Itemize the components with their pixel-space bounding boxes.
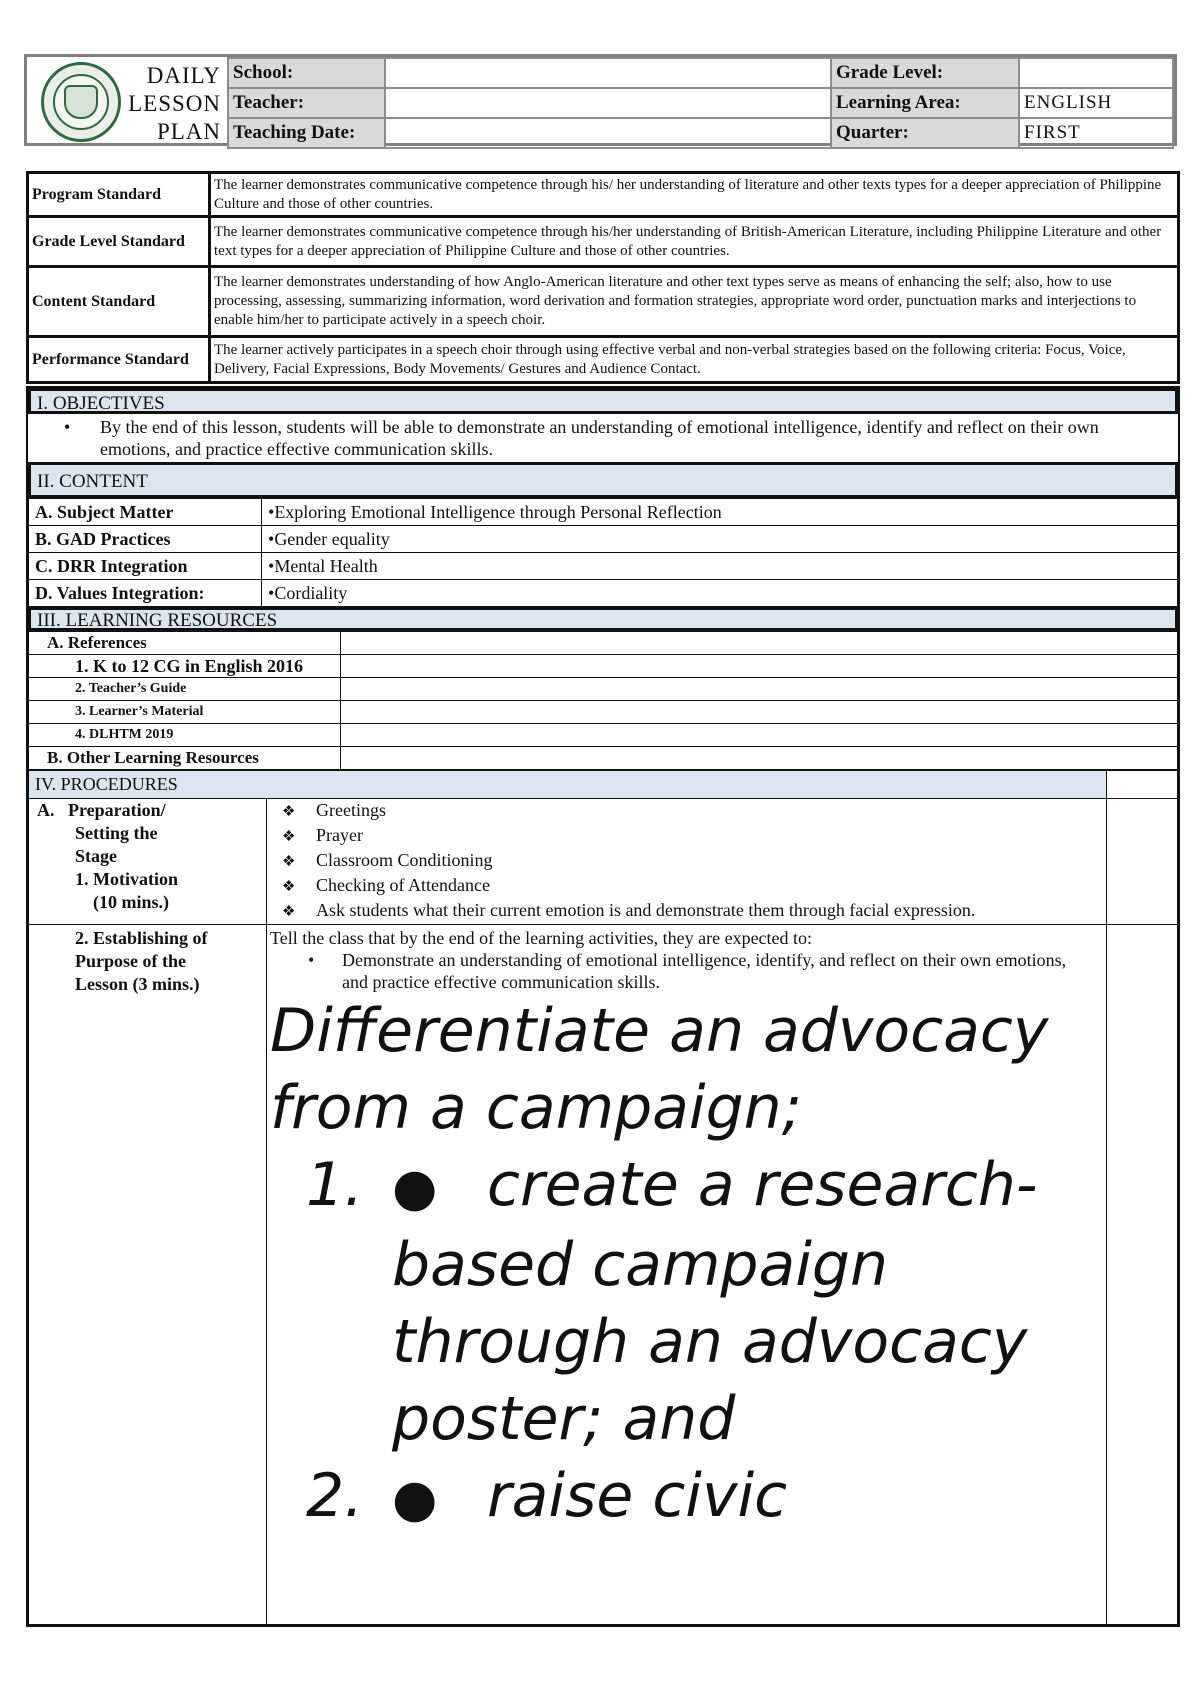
quarter-field[interactable]: FIRST bbox=[1019, 118, 1173, 148]
other-resources-label: B. Other Learning Resources bbox=[29, 747, 341, 770]
learning-area-label: Learning Area: bbox=[831, 88, 1019, 118]
content-standard-label: Content Standard bbox=[28, 267, 210, 337]
values-integration-label: D. Values Integration: bbox=[29, 580, 262, 607]
procedures-heading: IV. PROCEDURES bbox=[29, 771, 1107, 799]
teaching-date-label: Teaching Date: bbox=[228, 118, 385, 148]
school-label: School: bbox=[228, 58, 385, 88]
drr-integration-value: Mental Health bbox=[274, 555, 378, 576]
activity-item: ❖ Prayer bbox=[282, 824, 1103, 849]
motivation-label: A. Preparation/ Setting the Stage 1. Motivation (10 mins.) bbox=[29, 799, 267, 925]
activity-item: ❖ Greetings bbox=[282, 799, 1103, 824]
content-heading: II. CONTENT bbox=[28, 462, 1178, 498]
bullet-icon: • bbox=[64, 417, 71, 437]
bullet-icon: • bbox=[308, 950, 315, 970]
motivation-activities bbox=[267, 799, 1107, 925]
reference-item: 3. Learner’s Material bbox=[29, 701, 341, 724]
learning-resources-heading: III. LEARNING RESOURCES bbox=[28, 607, 1178, 631]
large-objectives bbox=[270, 993, 1096, 1538]
large-objective-item: 1. ● create a research-based campaign through an advocacy poster; and bbox=[306, 1150, 1038, 1454]
learning-area-field[interactable]: ENGLISH bbox=[1019, 88, 1173, 118]
purpose-content bbox=[267, 925, 1107, 1625]
teacher-label: Teacher: bbox=[228, 88, 385, 118]
subject-matter-value: Exploring Emotional Intelligence through Personal Reflection bbox=[274, 501, 722, 522]
bullet-icon: ● bbox=[392, 1158, 487, 1218]
large-objective-item: 2. ● raise civic bbox=[306, 1461, 788, 1531]
activity-item: ❖ Ask students what their current emotion is and demonstrate them through facial expression. bbox=[282, 899, 1103, 924]
content-table bbox=[28, 498, 1178, 607]
procedures-table bbox=[28, 770, 1178, 1625]
purpose-intro: Tell the class that by the end of the learning activities, they are expected to: bbox=[270, 928, 813, 948]
lesson-plan-title: DAILY LESSON PLAN bbox=[128, 63, 221, 144]
quarter-label: Quarter: bbox=[831, 118, 1019, 148]
learning-resources-table bbox=[28, 631, 1178, 770]
grade-level-label: Grade Level: bbox=[831, 58, 1019, 88]
bullet-icon: • bbox=[268, 555, 275, 576]
school-field[interactable] bbox=[385, 58, 831, 88]
program-standard-text: The learner demonstrates communicative competence through his/ her understanding of literature and other texts types for a deeper appreciation of Philippine Culture and those of other countries. bbox=[210, 173, 1179, 217]
bullet-icon: • bbox=[268, 528, 275, 549]
activity-item: ❖ Classroom Conditioning bbox=[282, 849, 1103, 874]
gad-practices-value: Gender equality bbox=[274, 528, 390, 549]
objectives-heading: I. OBJECTIVES bbox=[28, 388, 1178, 414]
program-standard-label: Program Standard bbox=[28, 173, 210, 217]
teacher-field[interactable] bbox=[385, 88, 831, 118]
grade-level-standard-text: The learner demonstrates communicative competence through his/her understanding of British-American Literature, including Philippine Literature and other text types for a deeper appreciation of Philippine Culture and those of other countries. bbox=[210, 217, 1179, 267]
lesson-plan-header bbox=[24, 54, 1177, 146]
reference-item: 2. Teacher’s Guide bbox=[29, 678, 341, 701]
values-integration-value: Cordiality bbox=[274, 582, 348, 603]
lesson-body bbox=[26, 386, 1180, 1627]
reference-item: 1. K to 12 CG in English 2016 bbox=[29, 655, 341, 678]
content-standard-text: The learner demonstrates understanding of how Anglo-American literature and other text types serve as means of enhancing the self; also, how to use processing, assessing, summarizing information, word derivation and formation strategies, appropriate word order, punctuation marks and interjections to enable him/her to participate actively in a speech choir. bbox=[210, 267, 1179, 337]
objective-item bbox=[28, 414, 1178, 462]
school-seal-icon bbox=[41, 62, 121, 142]
teaching-date-field[interactable] bbox=[385, 118, 831, 148]
standards-table bbox=[26, 171, 1180, 384]
grade-level-field[interactable] bbox=[1019, 58, 1173, 88]
bullet-icon: • bbox=[268, 582, 275, 603]
objective-text: By the end of this lesson, students will be able to demonstrate an understanding of emotional intelligence, identify and reflect on their own emotions, and practice effective communication skills. bbox=[100, 417, 1099, 459]
purpose-bullet: • Demonstrate an understanding of emotional intelligence, identify, and reflect on their own emotions, and practice effective communication skills. bbox=[308, 950, 1067, 992]
header-logo-cell bbox=[27, 58, 228, 148]
grade-level-standard-label: Grade Level Standard bbox=[28, 217, 210, 267]
performance-standard-label: Performance Standard bbox=[28, 337, 210, 383]
bullet-icon: ● bbox=[392, 1469, 487, 1529]
purpose-label: 2. Establishing of Purpose of the Lesson (3 mins.) bbox=[29, 925, 267, 1625]
references-label: A. References bbox=[29, 632, 341, 655]
gad-practices-label: B. GAD Practices bbox=[29, 526, 262, 553]
subject-matter-label: A. Subject Matter bbox=[29, 499, 262, 526]
bullet-icon: • bbox=[268, 501, 275, 522]
drr-integration-label: C. DRR Integration bbox=[29, 553, 262, 580]
large-lead-text: Differentiate an advocacy from a campaign; bbox=[270, 996, 1049, 1143]
activity-item: ❖ Checking of Attendance bbox=[282, 874, 1103, 899]
reference-item: 4. DLHTM 2019 bbox=[29, 724, 341, 747]
performance-standard-text: The learner actively participates in a speech choir through using effective verbal and non-verbal strategies based on the following criteria: Focus, Voice, Delivery, Facial Expressions, Body Movements/ Gestures and Audience Contact. bbox=[210, 337, 1179, 383]
